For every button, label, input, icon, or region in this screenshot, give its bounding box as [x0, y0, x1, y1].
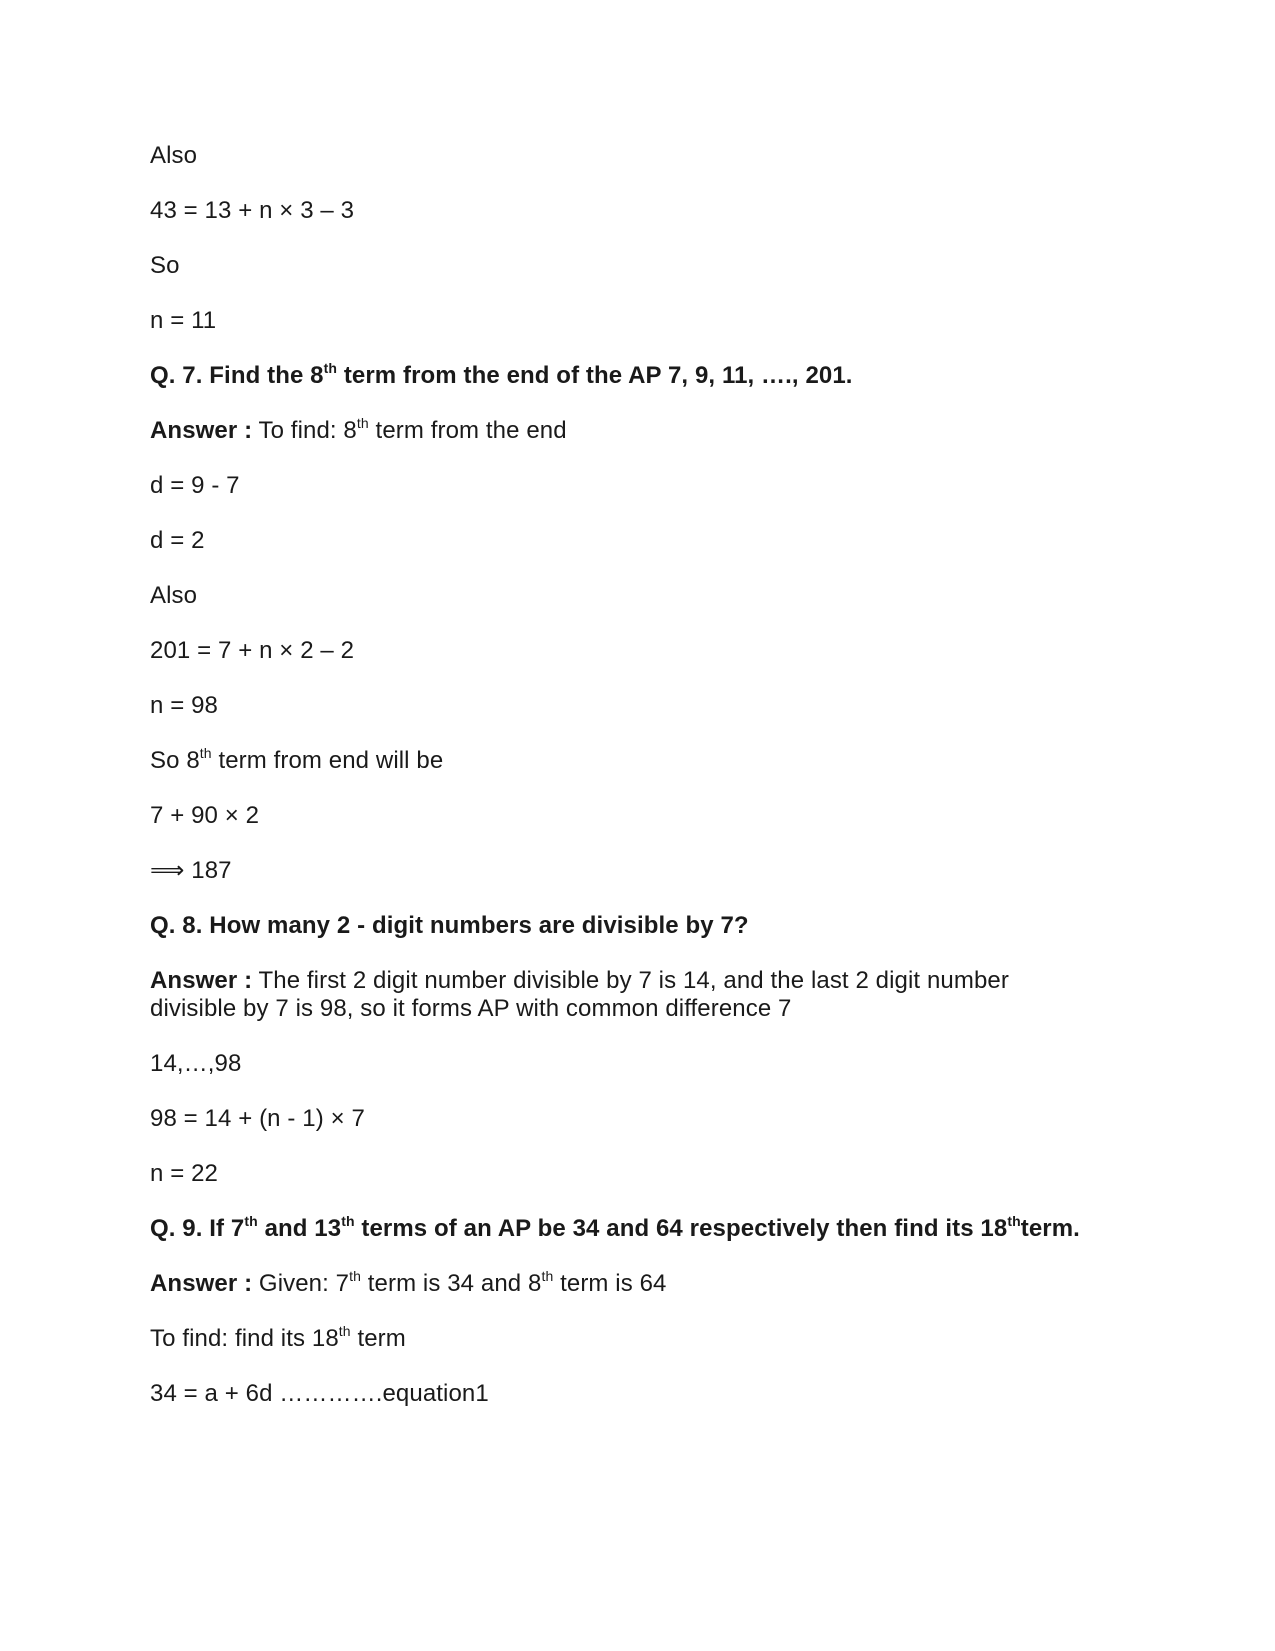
answer-label: Answer : — [150, 967, 253, 994]
equation-line: n = 22 — [150, 1160, 218, 1187]
answer-7: Answer : To find: 8th term from the end — [150, 415, 567, 444]
equation-line: n = 11 — [150, 307, 217, 334]
equation-line: n = 98 — [150, 692, 218, 719]
equation-line: 7 + 90 × 2 — [150, 802, 260, 829]
answer-label: Answer : — [150, 417, 253, 444]
equation-line: 43 = 13 + n × 3 – 3 — [150, 197, 355, 224]
question-9: Q. 9. If 7th and 13th terms of an AP be 34 and 64 respectively then find its 18thterm. — [150, 1213, 1080, 1242]
equation-line: 34 = a + 6d ………….equation1 — [150, 1380, 489, 1407]
text-line: Also — [150, 582, 198, 609]
question-8: Q. 8. How many 2 - digit numbers are divisible by 7? — [150, 912, 749, 939]
answer-label: Answer : — [150, 1270, 253, 1297]
result-line: ⟹ 187 — [150, 857, 232, 884]
text-line: So — [150, 252, 180, 279]
question-7: Q. 7. Find the 8th term from the end of the AP 7, 9, 11, …., 201. — [150, 360, 853, 389]
text-line: So 8th term from end will be — [150, 745, 444, 774]
answer-9: Answer : Given: 7th term is 34 and 8th term is 64 — [150, 1268, 667, 1297]
equation-line: d = 2 — [150, 527, 205, 554]
text-line: To find: find its 18th term — [150, 1323, 406, 1352]
sequence-line: 14,…,98 — [150, 1050, 242, 1077]
equation-line: 98 = 14 + (n - 1) × 7 — [150, 1105, 365, 1132]
answer-8: Answer : The first 2 digit number divisible by 7 is 14, and the last 2 digit number — [150, 967, 1009, 994]
equation-line: d = 9 - 7 — [150, 472, 240, 499]
equation-line: 201 = 7 + n × 2 – 2 — [150, 637, 355, 664]
text-line: Also — [150, 142, 198, 169]
answer-8-continued: divisible by 7 is 98, so it forms AP with common difference 7 — [150, 995, 792, 1022]
